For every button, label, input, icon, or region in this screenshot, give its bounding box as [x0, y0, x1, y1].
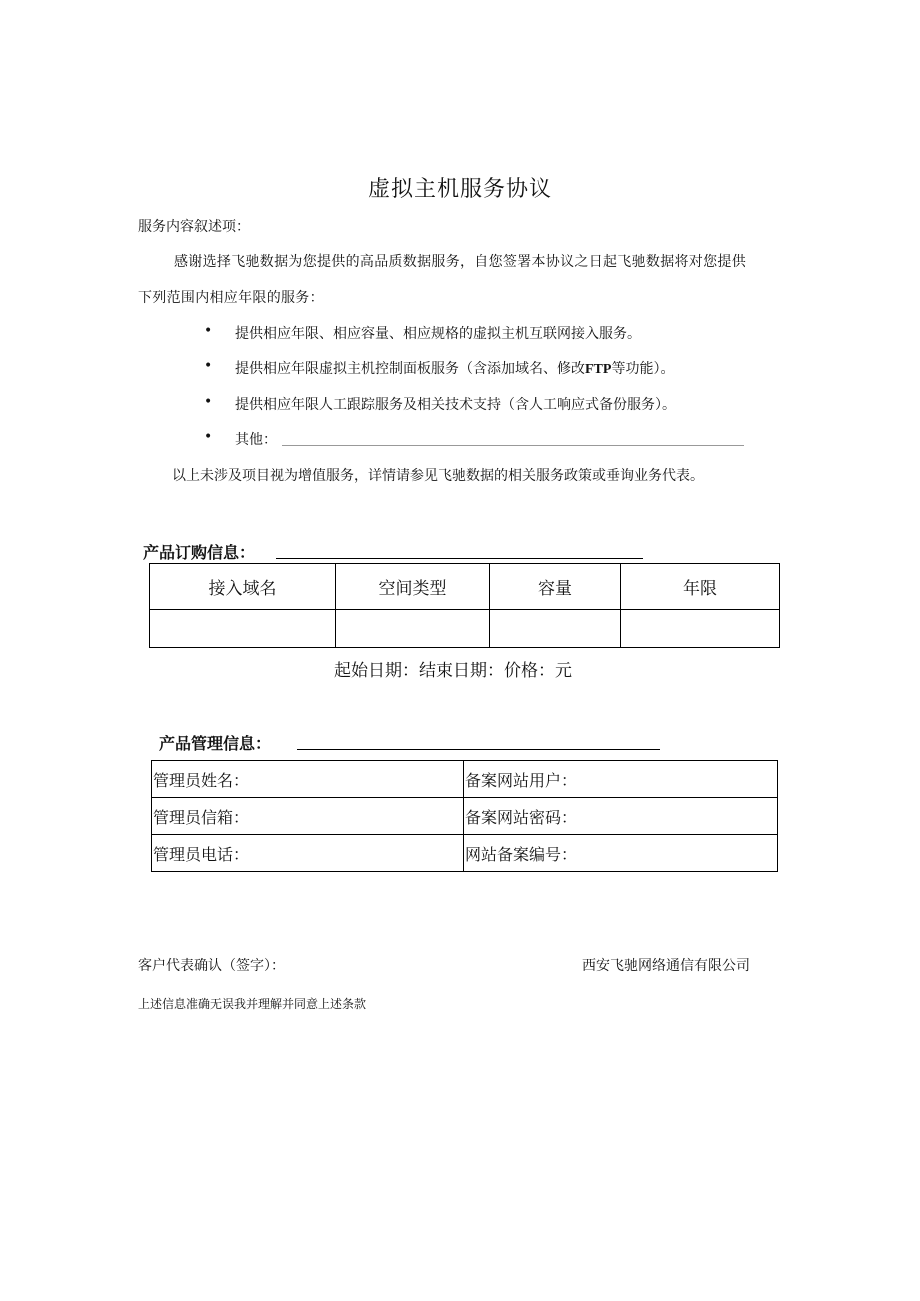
order-info-fill-line[interactable]	[276, 558, 643, 559]
bullet-marker: •	[204, 429, 213, 445]
management-info-fill-line[interactable]	[297, 749, 660, 750]
bullet-item-control-panel-tail: 等功能）。	[611, 361, 675, 377]
intro-paragraph-line-1: 感谢选择飞驰数据为您提供的高品质数据服务，自您签署本协议之日起飞驰数据将对您提供	[174, 254, 746, 270]
column-header-domain: 接入域名	[150, 564, 336, 610]
other-fill-line[interactable]	[282, 445, 744, 446]
management-table	[151, 760, 778, 872]
bullet-item-control-panel-text: 提供相应年限虚拟主机控制面板服务（含添加域名、修改	[235, 361, 585, 377]
years-cell[interactable]	[621, 610, 780, 648]
space-type-cell[interactable]	[336, 610, 490, 648]
agreement-statement: 上述信息准确无误我并理解并同意上述条款	[138, 997, 367, 1011]
bullet-item-support: 提供相应年限人工跟踪服务及相关技术支持（含人工响应式备份服务）。	[235, 397, 676, 413]
order-table-header-row	[150, 564, 780, 610]
bullet-marker: •	[204, 358, 213, 374]
domain-cell[interactable]	[150, 610, 336, 648]
customer-signature-label: 客户代表确认（签字）：	[138, 958, 285, 974]
management-row	[152, 798, 778, 835]
bullet-item-control-panel	[235, 358, 674, 378]
bullet-marker: •	[204, 394, 213, 410]
bullet-item-other: 其他：	[235, 432, 277, 448]
column-header-years: 年限	[621, 564, 780, 610]
bullet-marker: •	[204, 323, 213, 339]
site-record-number-field[interactable]: 网站备案编号：	[464, 835, 778, 872]
column-header-capacity: 容量	[490, 564, 621, 610]
company-name: 西安飞驰网络通信有限公司	[582, 958, 750, 974]
dates-price-line: 起始日期：结束日期：价格：元	[334, 661, 572, 681]
column-header-space-type: 空间类型	[336, 564, 490, 610]
management-info-heading: 产品管理信息：	[159, 734, 272, 753]
record-site-password-field[interactable]: 备案网站密码：	[464, 798, 778, 835]
order-table-row	[150, 610, 780, 648]
admin-phone-field[interactable]: 管理员电话：	[152, 835, 464, 872]
management-row	[152, 761, 778, 798]
capacity-cell[interactable]	[490, 610, 621, 648]
order-table	[149, 563, 780, 648]
bullet-item-access: 提供相应年限、相应容量、相应规格的虚拟主机互联网接入服务。	[235, 326, 641, 342]
document-title: 虚拟主机服务协议	[367, 177, 552, 202]
management-row	[152, 835, 778, 872]
record-site-user-field[interactable]: 备案网站用户：	[464, 761, 778, 798]
admin-name-field[interactable]: 管理员姓名：	[152, 761, 464, 798]
ftp-label: FTP	[585, 362, 612, 377]
intro-paragraph-line-2: 下列范围内相应年限的服务：	[138, 290, 324, 306]
order-info-heading: 产品订购信息：	[143, 543, 256, 562]
admin-email-field[interactable]: 管理员信箱：	[152, 798, 464, 835]
value-added-note: 以上未涉及项目视为增值服务，详情请参见飞驰数据的相关服务政策或垂询业务代表。	[172, 468, 704, 484]
service-section-heading: 服务内容叙述项：	[138, 219, 250, 235]
